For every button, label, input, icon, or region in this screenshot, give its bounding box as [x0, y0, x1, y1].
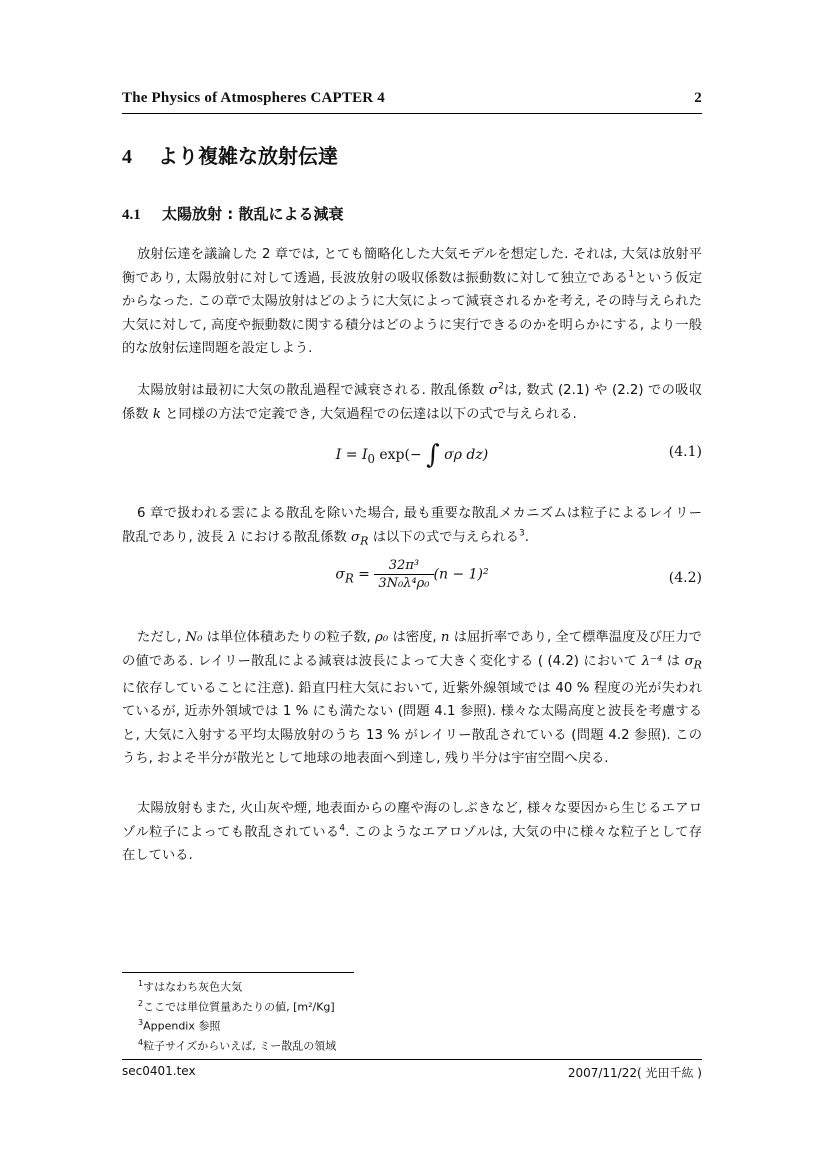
chapter-heading — [122, 140, 338, 169]
section-title: 太陽放射 : 散乱による減衰 — [162, 205, 344, 223]
paragraph-1-text-b: という仮定からなった. この章で太陽放射はどのように大気によって減衰されるかを考え, その時与えられた大気に対して, 高度や振動数に関する積分はどのように実行できるのかを明らかにする, より一般的な放射伝達問題を設定しよう. — [122, 270, 703, 356]
eq1-sub0: 0 — [367, 451, 375, 466]
paragraph-4-text-b: は単位体積あたりの粒子数, — [202, 630, 376, 645]
footnote-ref-1: 1 — [628, 269, 635, 280]
footnote-4: $^4$粒子サイズからいえば, ミー散乱の領域 — [138, 1037, 337, 1053]
section-heading — [122, 203, 343, 224]
footer-date-author: 2007/11/22( 光田千紘 ) — [567, 1066, 702, 1080]
eq2-fraction — [374, 558, 433, 591]
footnote-3: $^3$Appendix 参照 — [138, 1018, 221, 1033]
footnote-1: $^1$すはなわち灰色大気 — [138, 979, 243, 994]
sigma-r-symbol: σ — [351, 529, 361, 545]
paragraph-3-text-b: における散乱係数 — [236, 529, 352, 545]
n-symbol: n — [440, 630, 450, 645]
chapter-number: 4 — [122, 146, 132, 168]
paragraph-2-text-c: と同様の方法で定義でき, 大気過程での伝達は以下の式で与えられる. — [160, 406, 577, 422]
section-number: 4.1 — [122, 207, 141, 223]
footnote-ref-3: 3 — [518, 528, 525, 539]
lambda-symbol: λ — [227, 529, 237, 545]
sigma-r-subscript-2: R — [693, 658, 702, 672]
paragraph-2-text-a: 太陽放射は最初に大気の散乱過程で減衰される. 散乱係数 — [137, 383, 490, 398]
footnote-2: $^2$ここでは単位質量あたりの値, [m²/Kg] — [138, 998, 335, 1014]
paragraph-4-text-f: に依存していることに注意). 鉛直円柱大気において, 近紫外線領域では 40 % 程度の光が失われているが, 近赤外領域では 1 % にも満たない (問題 4.1 参照). 様々な太陽高度と波長を考慮すると, 大気に入射する平均太陽放射のうち 13 % がレイリー散乱されている (問題 4.2 参照). このうち, およそ半分が散光として地球の地表面へ到達し, 残り半分は宇宙空間へ戻る. — [122, 680, 702, 767]
paragraph-4-text-d: は屈折率であり, 全て標準温度及び圧力での値である. レイリー散乱による減衰は波長によって大きく変化する ( (4.2) において — [122, 630, 702, 669]
paragraph-5-text-a: 太陽放射もまた, 火山灰や煙, 地表面からの塵や海のしぶきなど, 様々な要因から生じるエアロゾル粒子によっても散乱されている — [122, 801, 702, 840]
integral-sign: ∫ — [426, 440, 440, 470]
equation-4-1 — [122, 440, 702, 470]
page-number: 2 — [694, 90, 702, 106]
eq2-sub-r: R — [344, 571, 354, 586]
paragraph-1 — [122, 243, 702, 361]
paragraph-3-text-a: 6 章で扱われる雲による散乱を除いた場合, 最も重要な散乱メカニズムは粒子によるレイリー散乱であり, 波長 — [122, 506, 702, 545]
k-symbol: k — [152, 406, 161, 422]
eq2-denominator: 3N₀λ⁴ρ₀ — [378, 576, 430, 591]
eq2-tail: (n − 1)² — [433, 566, 489, 583]
footnote-ref-4: 4 — [339, 823, 346, 834]
sigma-r-subscript: R — [360, 534, 369, 548]
paragraph-4 — [122, 626, 702, 771]
paragraph-2 — [122, 379, 702, 426]
equation-4-2 — [122, 558, 702, 604]
paragraph-4-text-c: は密度, — [388, 630, 441, 645]
paragraph-3 — [122, 502, 702, 553]
equation-label-4-2: (4.2) — [668, 570, 702, 586]
footer-filename: sec0401.tex — [122, 1064, 196, 1078]
lambda-minus4-symbol: λ⁻⁴ — [641, 653, 663, 669]
paragraph-5-text-b: . このようなエアロゾルは, 大気の中に様々な粒子として存在している. — [122, 824, 703, 863]
paragraph-4-text-a: ただし, — [137, 630, 186, 645]
paragraph-1-text-a: 放射伝達を議論した 2 章では, とても簡略化した大気モデルを想定した. それは, 大気は放射平衡であり, 太陽放射に対して透過, 長波放射の吸収係数は振動数に対して独立である — [122, 247, 702, 286]
eq2-lhs: σ — [335, 566, 345, 583]
eq2-numerator: 32π³ — [374, 558, 433, 575]
equation-label-4-1: (4.1) — [668, 444, 702, 460]
page-footer — [122, 1059, 702, 1081]
paragraph-3-text-c: は以下の式で与えられる — [368, 529, 519, 545]
sigma-symbol: σ — [489, 383, 499, 398]
paragraph-2-text-b: は, 数式 (2.1) や (2.2) での吸収係数 — [122, 383, 702, 422]
eq2-equals: = — [353, 566, 375, 583]
eq1-integrand: σρ dz) — [439, 447, 489, 463]
footnote-rule — [122, 972, 354, 973]
footnote-ref-2: 2 — [498, 381, 504, 392]
sigma-r-symbol-2: σ — [684, 653, 694, 669]
chapter-title: より複雑な放射伝達 — [158, 144, 338, 168]
running-title: The Physics of Atmospheres CAPTER 4 — [122, 90, 385, 106]
footnotes — [138, 976, 336, 1055]
rho0-symbol: ρ₀ — [375, 630, 389, 645]
n0-symbol: N₀ — [185, 630, 203, 645]
running-header — [122, 90, 702, 114]
eq1-lhs: I = I — [335, 447, 368, 463]
eq1-exp: exp(− — [374, 447, 427, 463]
paragraph-3-text-d: . — [524, 529, 529, 545]
paragraph-5 — [122, 797, 702, 868]
paragraph-4-text-e: は — [662, 653, 685, 669]
